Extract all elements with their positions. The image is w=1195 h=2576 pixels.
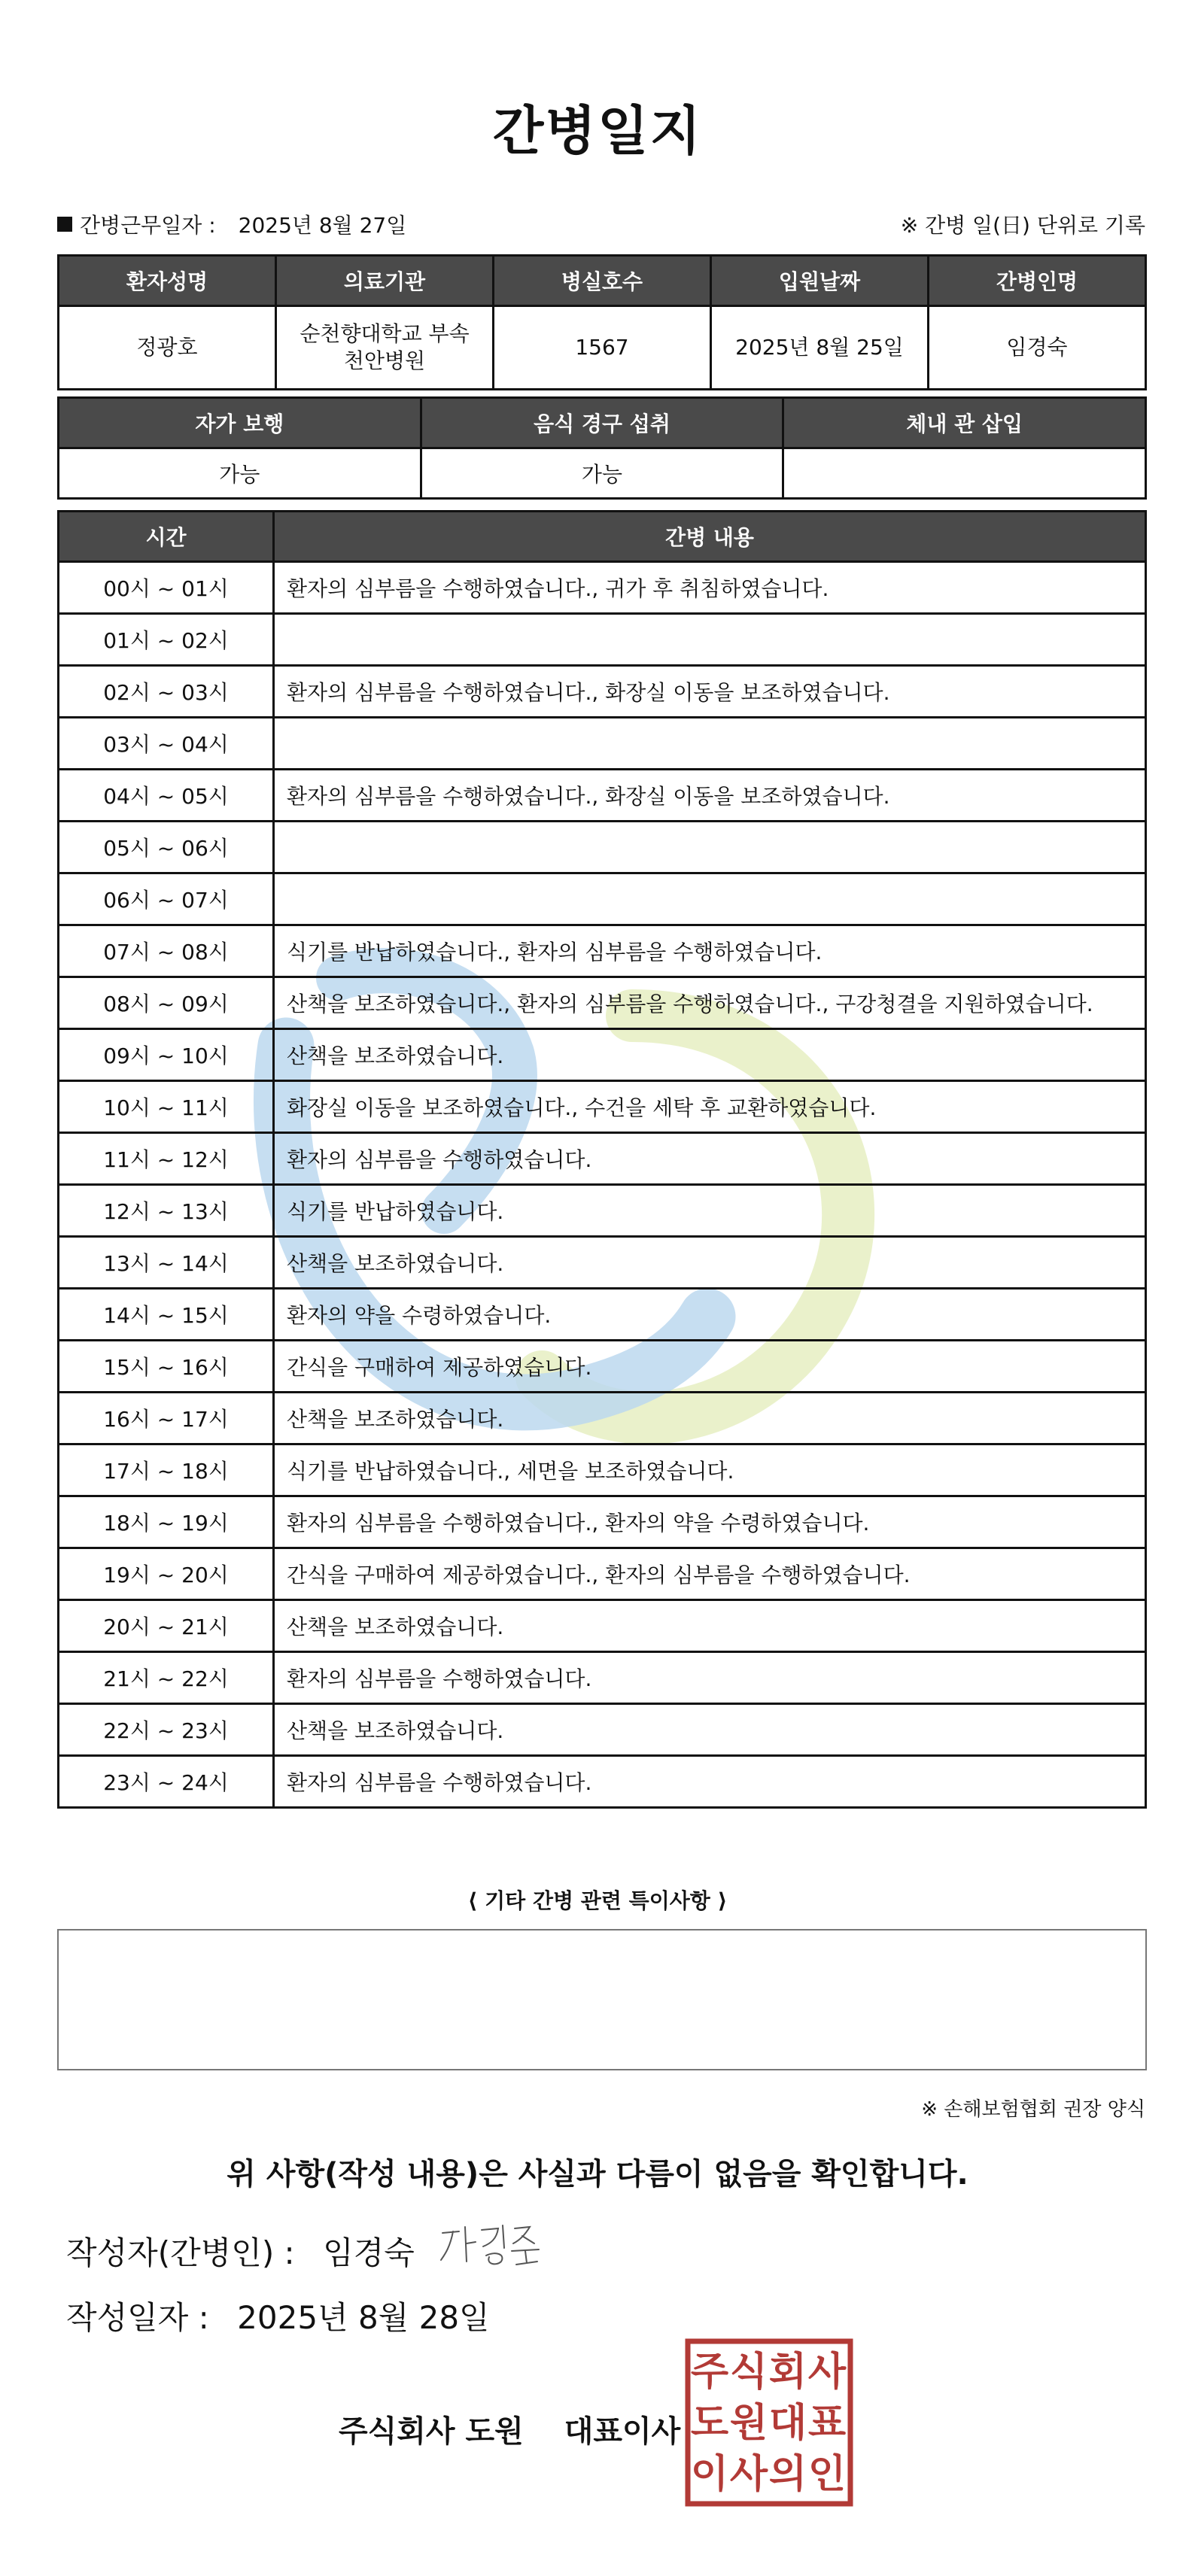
page-title: 간병일지: [492, 100, 703, 162]
time-slot: 02시 ~ 03시: [59, 666, 274, 718]
write-date-value: 2025년 8월 28일: [237, 2299, 490, 2336]
writer-label: 작성자(간병인) :: [66, 2234, 295, 2271]
time-slot: 23시 ~ 24시: [59, 1756, 274, 1808]
time-slot: 22시 ~ 23시: [59, 1704, 274, 1756]
caregiver-name: 임경숙: [929, 306, 1146, 390]
confirmation-statement: 위 사항(작성 내용)은 사실과 다름이 없음을 확인합니다.: [227, 2157, 968, 2192]
seal-character: 회: [768, 2350, 807, 2395]
table-row: [59, 1444, 1146, 1496]
care-content: 환자의 심부름을 수행하였습니다.: [274, 1133, 1146, 1185]
time-slot: 20시 ~ 21시: [59, 1600, 274, 1652]
table-row: [59, 1756, 1146, 1808]
writer-name: 임경숙: [323, 2234, 415, 2271]
table-row: [59, 977, 1146, 1029]
time-slot: 03시 ~ 04시: [59, 718, 274, 770]
time-slot: 15시 ~ 16시: [59, 1341, 274, 1393]
table-row: [59, 614, 1146, 666]
record-unit-note: ※ 간병 일(日) 단위로 기록: [900, 213, 1145, 238]
care-content: 환자의 심부름을 수행하였습니다.: [274, 1652, 1146, 1704]
time-slot: 10시 ~ 11시: [59, 1081, 274, 1133]
care-content: 산책을 보조하였습니다.: [274, 1600, 1146, 1652]
table-row: [59, 1133, 1146, 1185]
time-slot: 13시 ~ 14시: [59, 1237, 274, 1289]
tube-insertion-value: [783, 448, 1146, 499]
seal-character: 원: [729, 2401, 768, 2446]
care-content: 식기를 반납하였습니다., 세면을 보조하였습니다.: [274, 1444, 1146, 1496]
care-content: 환자의 심부름을 수행하였습니다., 화장실 이동을 보조하였습니다.: [274, 770, 1146, 822]
time-slot: 17시 ~ 18시: [59, 1444, 274, 1496]
table-row: [59, 1237, 1146, 1289]
table-header: 음식 경구 섭취: [421, 398, 783, 448]
care-content: 산책을 보조하였습니다.: [274, 1029, 1146, 1081]
seal-character: 사: [807, 2350, 847, 2395]
table-row: [59, 1600, 1146, 1652]
care-content: 식기를 반납하였습니다.: [274, 1185, 1146, 1237]
time-slot: 14시 ~ 15시: [59, 1289, 274, 1341]
work-date-label: 간병근무일자 :: [80, 213, 216, 238]
patient-name: 정광호: [59, 306, 276, 390]
seal-character: 주: [690, 2350, 729, 2395]
table-row: [59, 1548, 1146, 1600]
time-slot: 08시 ~ 09시: [59, 977, 274, 1029]
table-row: [59, 1704, 1146, 1756]
representative-title: 대표이사: [564, 2414, 681, 2449]
time-slot: 12시 ~ 13시: [59, 1185, 274, 1237]
care-content: 환자의 심부름을 수행하였습니다., 화장실 이동을 보조하였습니다.: [274, 666, 1146, 718]
special-notes-heading: ⟨ 기타 간병 관련 특이사항 ⟩: [467, 1888, 728, 1913]
handwritten-signature: [436, 2218, 549, 2271]
care-log-table: [57, 510, 1147, 1809]
seal-character: 대: [768, 2401, 807, 2446]
company-signature-line: [339, 2407, 680, 2450]
company-seal-stamp: [685, 2338, 853, 2507]
care-content: 환자의 심부름을 수행하였습니다., 귀가 후 취침하였습니다.: [274, 562, 1146, 614]
writer-line: [66, 2228, 415, 2274]
time-slot: 00시 ~ 01시: [59, 562, 274, 614]
time-slot: 07시 ~ 08시: [59, 925, 274, 977]
self-walking-value: 가능: [59, 448, 421, 499]
time-slot: 01시 ~ 02시: [59, 614, 274, 666]
table-header: 체내 관 삽입: [783, 398, 1146, 448]
table-row: [59, 1029, 1146, 1081]
work-date: [57, 209, 406, 239]
time-slot: 09시 ~ 10시: [59, 1029, 274, 1081]
table-row: [59, 718, 1146, 770]
table-row: [59, 1496, 1146, 1548]
time-slot: 04시 ~ 05시: [59, 770, 274, 822]
hospital-name: 순천향대학교 부속 천안병원: [276, 306, 494, 390]
write-date-line: [66, 2293, 490, 2338]
bullet-square-icon: [57, 217, 72, 232]
table-row: [59, 1393, 1146, 1444]
room-number: 1567: [494, 306, 711, 390]
ability-table: [57, 396, 1147, 500]
table-row: [59, 562, 1146, 614]
time-slot: 11시 ~ 12시: [59, 1133, 274, 1185]
oral-intake-value: 가능: [421, 448, 783, 499]
table-row: [59, 873, 1146, 925]
table-row: [59, 1081, 1146, 1133]
table-header: 입원날짜: [711, 256, 929, 306]
company-name: 주식회사 도원: [339, 2414, 524, 2449]
seal-character: 식: [729, 2350, 768, 2395]
seal-character: 표: [807, 2401, 847, 2446]
care-content: 환자의 심부름을 수행하였습니다., 환자의 약을 수령하였습니다.: [274, 1496, 1146, 1548]
admission-date: 2025년 8월 25일: [711, 306, 929, 390]
care-content: 산책을 보조하였습니다.: [274, 1393, 1146, 1444]
care-content: 산책을 보조하였습니다.: [274, 1704, 1146, 1756]
care-content: 화장실 이동을 보조하였습니다., 수건을 세탁 후 교환하였습니다.: [274, 1081, 1146, 1133]
table-header: 의료기관: [276, 256, 494, 306]
care-content: 간식을 구매하여 제공하였습니다., 환자의 심부름을 수행하였습니다.: [274, 1548, 1146, 1600]
table-row: [59, 1341, 1146, 1393]
care-content: 산책을 보조하였습니다.: [274, 1237, 1146, 1289]
table-row: [59, 770, 1146, 822]
time-slot: 21시 ~ 22시: [59, 1652, 274, 1704]
care-content: 환자의 심부름을 수행하였습니다.: [274, 1756, 1146, 1808]
care-content: 산책을 보조하였습니다., 환자의 심부름을 수행하였습니다., 구강청결을 지원하였습니다.: [274, 977, 1146, 1029]
table-row: [59, 822, 1146, 873]
care-content: [274, 873, 1146, 925]
time-slot: 16시 ~ 17시: [59, 1393, 274, 1444]
seal-character: 의: [768, 2452, 807, 2497]
table-row: [59, 925, 1146, 977]
table-row: [59, 1652, 1146, 1704]
table-row: [59, 666, 1146, 718]
work-date-value: 2025년 8월 27일: [238, 213, 407, 238]
care-content: 간식을 구매하여 제공하였습니다.: [274, 1341, 1146, 1393]
care-content: 식기를 반납하였습니다., 환자의 심부름을 수행하였습니다.: [274, 925, 1146, 977]
table-row: [59, 1289, 1146, 1341]
table-header: 자가 보행: [59, 398, 421, 448]
seal-character: 도: [690, 2401, 729, 2446]
seal-character: 사: [729, 2452, 768, 2497]
write-date-label: 작성일자 :: [66, 2299, 209, 2336]
table-header: 병실호수: [494, 256, 711, 306]
table-header: 간병인명: [929, 256, 1146, 306]
seal-character: 이: [690, 2452, 729, 2497]
patient-info-table: [57, 254, 1147, 390]
care-content: [274, 614, 1146, 666]
special-notes-box: [57, 1929, 1147, 2070]
seal-character: 인: [807, 2452, 847, 2497]
care-content: [274, 822, 1146, 873]
table-header: 시간: [59, 512, 274, 562]
time-slot: 06시 ~ 07시: [59, 873, 274, 925]
table-row: [59, 1185, 1146, 1237]
care-content: 환자의 약을 수령하였습니다.: [274, 1289, 1146, 1341]
table-header: 간병 내용: [274, 512, 1146, 562]
time-slot: 19시 ~ 20시: [59, 1548, 274, 1600]
recommended-form-note: ※ 손해보험협회 권장 양식: [921, 2098, 1145, 2121]
time-slot: 18시 ~ 19시: [59, 1496, 274, 1548]
time-slot: 05시 ~ 06시: [59, 822, 274, 873]
care-content: [274, 718, 1146, 770]
table-header: 환자성명: [59, 256, 276, 306]
